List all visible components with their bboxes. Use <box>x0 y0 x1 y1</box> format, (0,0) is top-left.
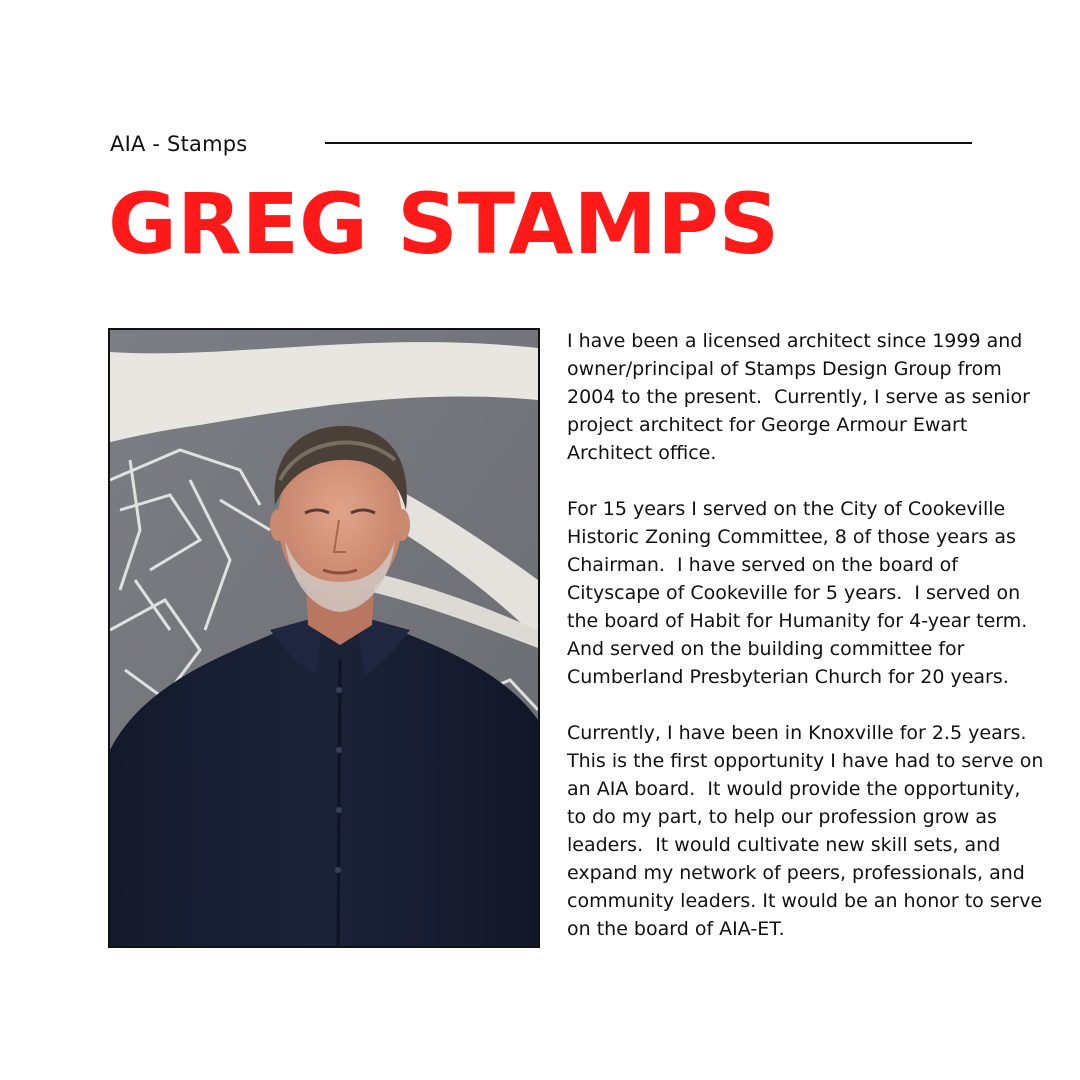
portrait-photo <box>108 328 540 948</box>
header-divider <box>325 142 972 144</box>
page-title: GREG STAMPS <box>108 175 780 273</box>
bio-paragraph: Currently, I have been in Knoxville for 2.5 years. This is the first opportunity I have had to serve on an AIA board. It would provide the opportunity, to do my part, to help our profession grow as leaders. It would cultivate new skill sets, and expand my network of peers, professionals, and community leaders. It would be an honor to serve on the board of AIA-ET. <box>567 722 1050 940</box>
bio-text <box>567 327 1050 943</box>
bio-paragraph: For 15 years I served on the City of Cookeville Historic Zoning Committee, 8 of those years as Chairman. I have served on the board of Cityscape of Cookeville for 5 years. I served on the board of Habit for Humanity for 4-year term. And served on the building committee for Cumberland Presbyterian Church for 20 years. <box>567 498 1040 688</box>
bio-paragraph: I have been a licensed architect since 1999 and owner/principal of Stamps Design Group from 2004 to the present. Currently, I serve as senior project architect for George Armour Ewart Architect office. <box>567 330 1037 464</box>
eyebrow-label: AIA - Stamps <box>110 132 248 156</box>
portrait-illustration <box>110 330 538 946</box>
